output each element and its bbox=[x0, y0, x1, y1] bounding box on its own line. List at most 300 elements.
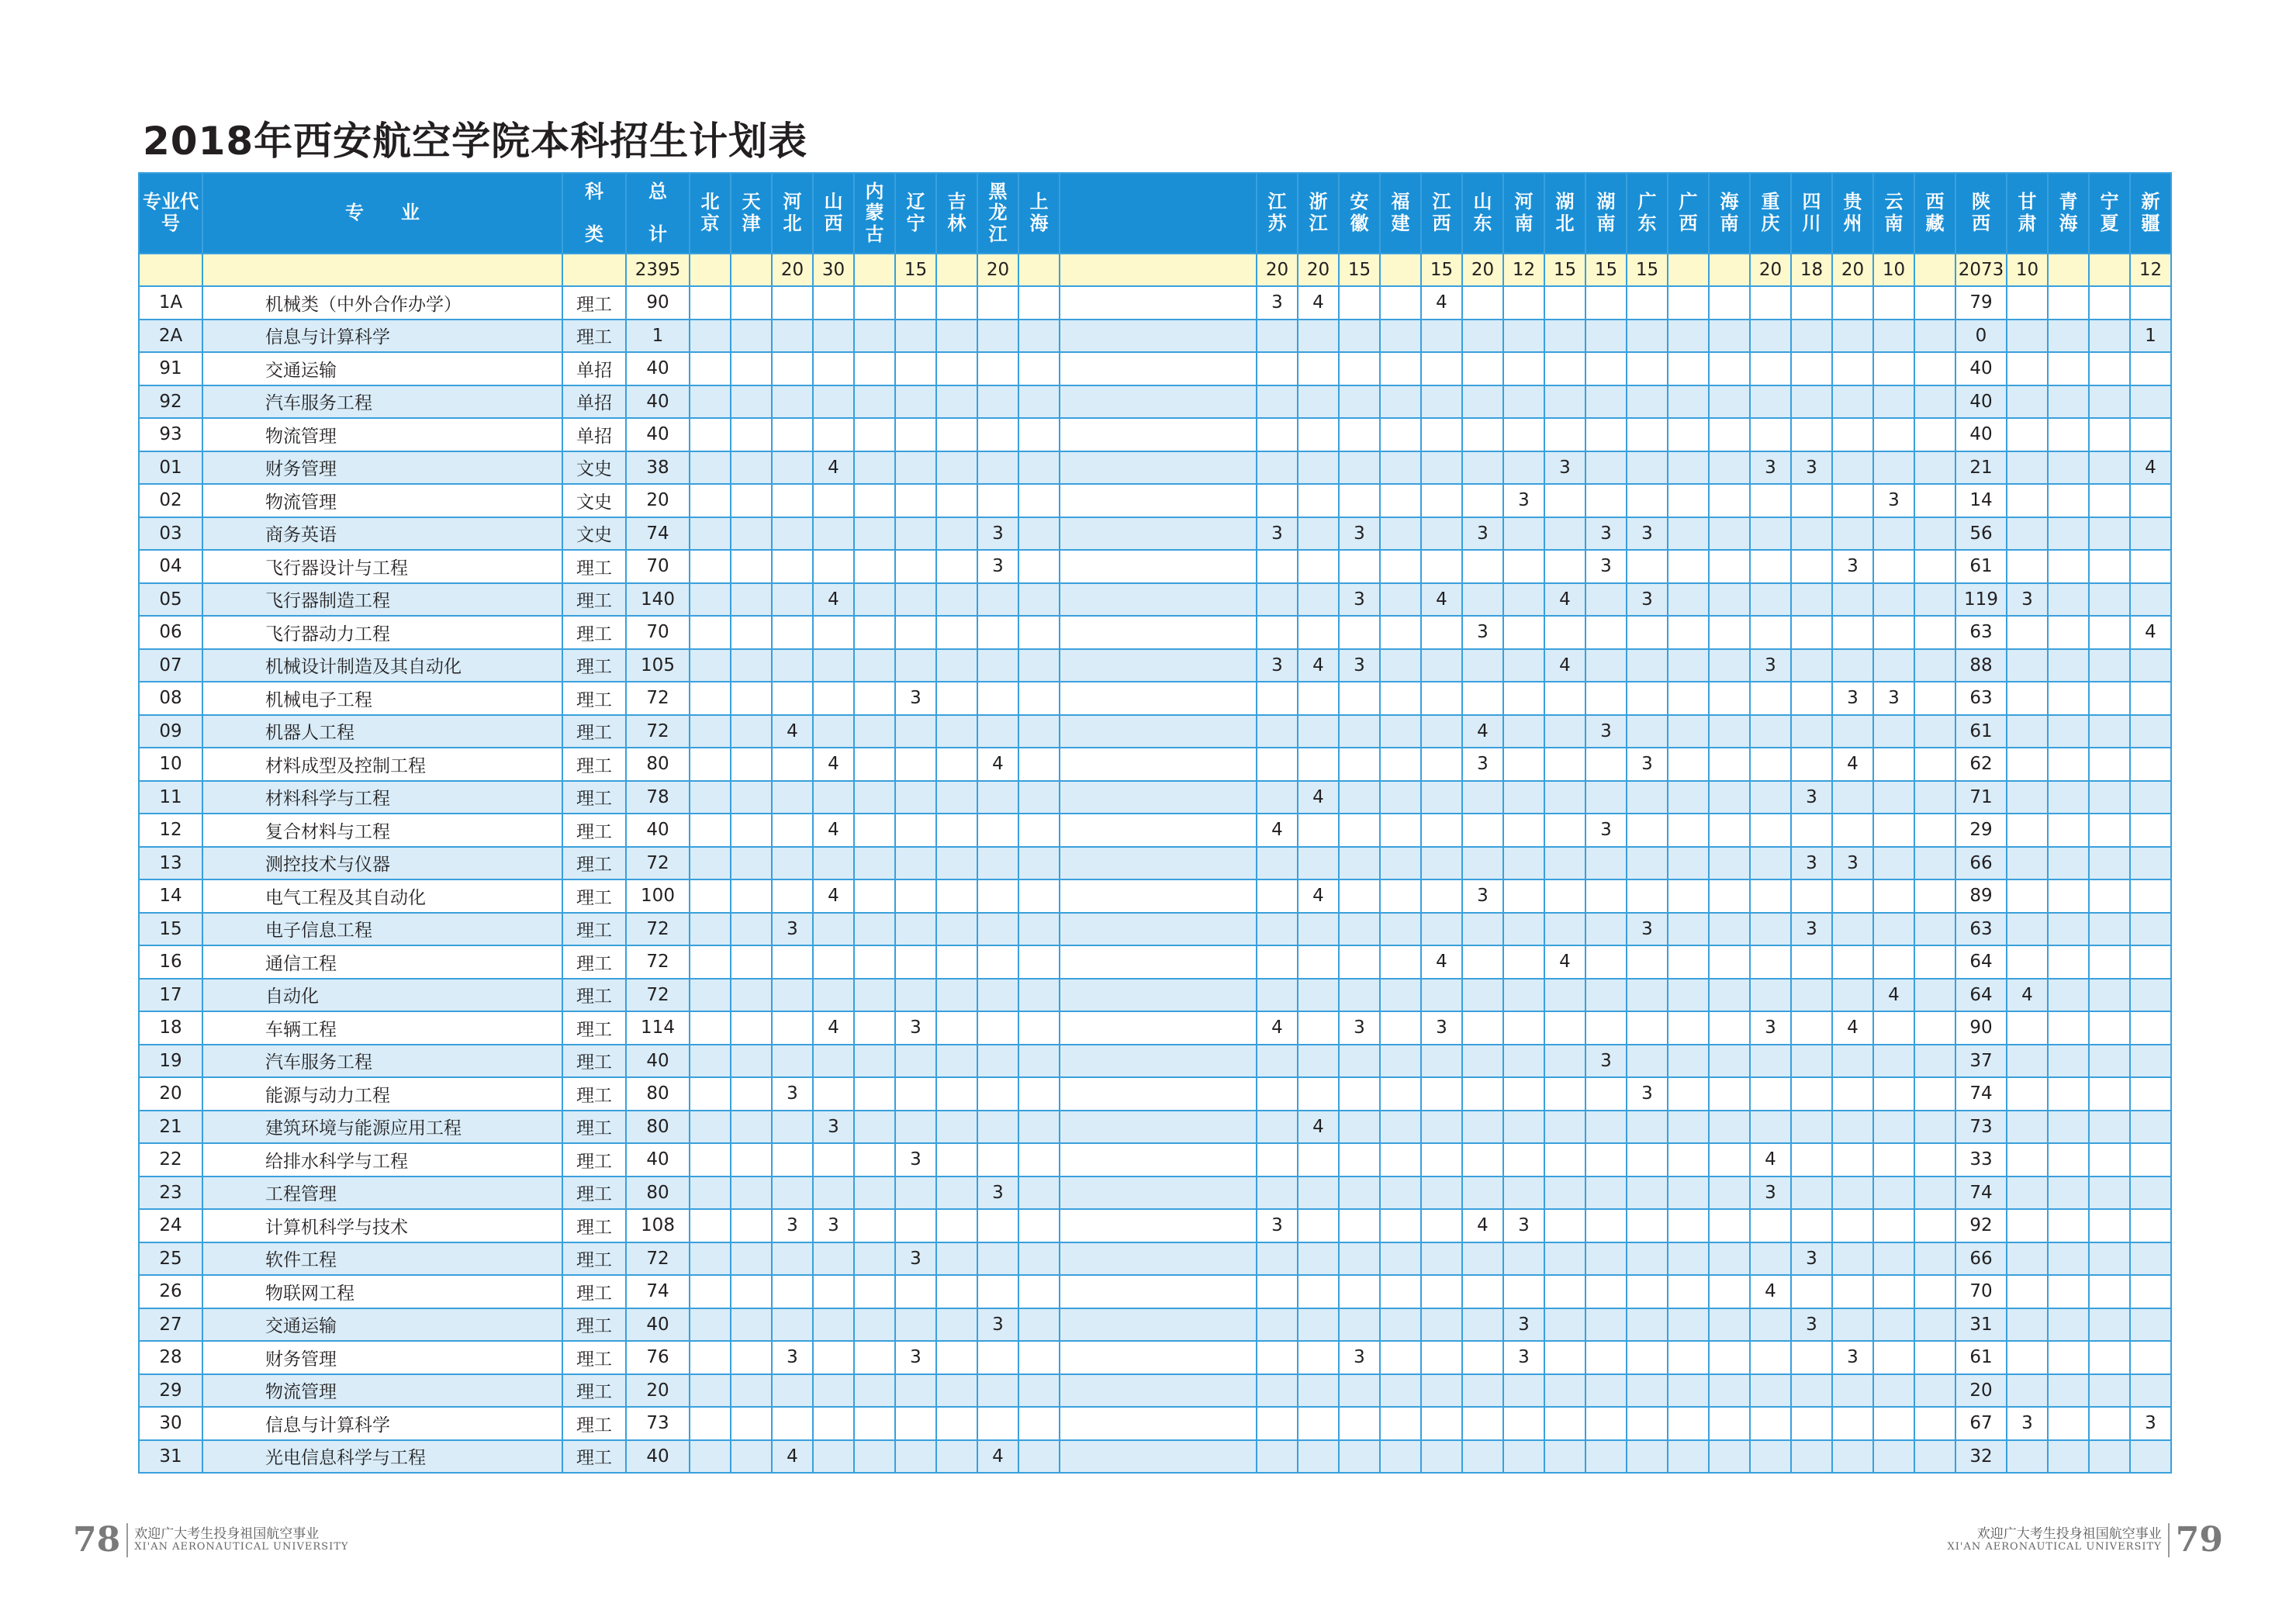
quota-cell bbox=[854, 286, 895, 320]
quota-cell bbox=[1298, 616, 1339, 649]
quota-cell bbox=[2089, 1275, 2130, 1308]
quota-cell bbox=[1544, 1374, 1585, 1408]
quota-cell: 3 bbox=[895, 1341, 936, 1374]
quota-cell bbox=[1380, 616, 1421, 649]
table-row bbox=[139, 1143, 2171, 1177]
quota-cell bbox=[1462, 1341, 1503, 1374]
quota-cell bbox=[1544, 1143, 1585, 1177]
quota-cell: 3 bbox=[1257, 517, 1298, 551]
quota-cell bbox=[690, 1275, 731, 1308]
quota-cell bbox=[772, 616, 813, 649]
quota-cell: 3 bbox=[1791, 1308, 1832, 1342]
quota-cell bbox=[895, 748, 936, 781]
quota-cell bbox=[977, 484, 1018, 517]
major-name: 交通运输 bbox=[202, 1308, 562, 1342]
quota-cell bbox=[731, 1275, 772, 1308]
quota-cell bbox=[1060, 1275, 1257, 1308]
quota-cell bbox=[2089, 1209, 2130, 1242]
quota-cell bbox=[690, 913, 731, 946]
quota-cell bbox=[1544, 286, 1585, 320]
quota-cell bbox=[977, 1143, 1018, 1177]
quota-cell bbox=[1060, 847, 1257, 880]
quota-cell bbox=[1257, 913, 1298, 946]
header-province: 江 苏 bbox=[1257, 173, 1298, 254]
quota-cell bbox=[1791, 484, 1832, 517]
quota-cell bbox=[1914, 649, 1955, 682]
quota-cell bbox=[813, 385, 854, 419]
quota-cell bbox=[1462, 1011, 1503, 1045]
major-name: 飞行器动力工程 bbox=[202, 616, 562, 649]
quota-cell bbox=[2089, 352, 2130, 385]
quota-cell bbox=[2007, 945, 2048, 979]
major-code: 24 bbox=[139, 1209, 202, 1242]
category-cell: 文史 bbox=[562, 517, 626, 551]
quota-cell bbox=[936, 517, 977, 551]
quota-cell: 3 bbox=[1585, 550, 1627, 583]
quota-cell bbox=[1668, 1242, 1709, 1276]
quota-cell bbox=[895, 1177, 936, 1210]
quota-cell bbox=[1832, 1407, 1873, 1440]
quota-cell bbox=[2007, 1275, 2048, 1308]
footer-slogan: 欢迎广大考生投身祖国航空事业 bbox=[134, 1526, 320, 1542]
quota-cell bbox=[2130, 781, 2171, 814]
quota-cell bbox=[1668, 517, 1709, 551]
quota-cell bbox=[1750, 1341, 1791, 1374]
quota-cell bbox=[936, 320, 977, 353]
quota-cell bbox=[1750, 1209, 1791, 1242]
quota-cell bbox=[2007, 517, 2048, 551]
quota-cell bbox=[1421, 1077, 1462, 1111]
totals-cell bbox=[202, 254, 562, 286]
quota-cell bbox=[1709, 385, 1750, 419]
quota-cell bbox=[772, 1374, 813, 1408]
quota-cell bbox=[772, 748, 813, 781]
quota-cell bbox=[2130, 484, 2171, 517]
quota-cell bbox=[1462, 550, 1503, 583]
quota-cell bbox=[813, 484, 854, 517]
quota-cell bbox=[1339, 1143, 1380, 1177]
quota-cell bbox=[2007, 1011, 2048, 1045]
quota-cell: 3 bbox=[1503, 1341, 1544, 1374]
quota-cell bbox=[1421, 1374, 1462, 1408]
quota-cell bbox=[2089, 715, 2130, 748]
quota-cell bbox=[1018, 451, 1060, 485]
quota-cell bbox=[1503, 352, 1544, 385]
quota-cell bbox=[1503, 418, 1544, 451]
quota-cell bbox=[977, 352, 1018, 385]
major-code: 31 bbox=[139, 1440, 202, 1474]
quota-cell bbox=[1544, 1045, 1585, 1078]
table-row bbox=[139, 1374, 2171, 1408]
quota-cell bbox=[1709, 517, 1750, 551]
quota-cell bbox=[1462, 1077, 1503, 1111]
quota-cell bbox=[1914, 1111, 1955, 1144]
quota-cell bbox=[936, 748, 977, 781]
quota-cell bbox=[2089, 1045, 2130, 1078]
quota-cell bbox=[772, 385, 813, 419]
table-row bbox=[139, 1045, 2171, 1078]
quota-cell bbox=[1298, 1308, 1339, 1342]
quota-cell bbox=[1914, 979, 1955, 1012]
table-row bbox=[139, 517, 2171, 551]
quota-cell bbox=[936, 649, 977, 682]
quota-cell: 4 bbox=[1421, 945, 1462, 979]
quota-cell bbox=[2130, 1143, 2171, 1177]
quota-cell bbox=[1018, 879, 1060, 913]
quota-cell bbox=[2007, 1111, 2048, 1144]
quota-cell bbox=[2130, 945, 2171, 979]
quota-cell: 3 bbox=[1339, 583, 1380, 617]
quota-cell: 3 bbox=[1791, 781, 1832, 814]
quota-cell bbox=[977, 1077, 1018, 1111]
quota-cell bbox=[1018, 1374, 1060, 1408]
quota-cell bbox=[1421, 715, 1462, 748]
quota-cell bbox=[1060, 1143, 1257, 1177]
quota-cell bbox=[1421, 451, 1462, 485]
quota-cell bbox=[1791, 1275, 1832, 1308]
quota-cell: 31 bbox=[1955, 1308, 2007, 1342]
quota-cell: 3 bbox=[1339, 649, 1380, 682]
quota-cell bbox=[1709, 1275, 1750, 1308]
quota-cell bbox=[1339, 418, 1380, 451]
quota-cell: 4 bbox=[1750, 1275, 1791, 1308]
quota-cell: 4 bbox=[1421, 286, 1462, 320]
quota-cell bbox=[1544, 748, 1585, 781]
quota-cell bbox=[936, 1045, 977, 1078]
total-cell: 73 bbox=[626, 1407, 690, 1440]
quota-cell bbox=[854, 550, 895, 583]
quota-cell bbox=[1914, 484, 1955, 517]
quota-cell bbox=[1585, 1011, 1627, 1045]
quota-cell bbox=[1298, 748, 1339, 781]
quota-cell: 63 bbox=[1955, 616, 2007, 649]
enrollment-plan-table bbox=[138, 172, 2172, 1474]
quota-cell bbox=[1873, 1341, 1914, 1374]
quota-cell bbox=[1709, 352, 1750, 385]
quota-cell bbox=[1627, 1011, 1668, 1045]
quota-cell bbox=[1627, 879, 1668, 913]
quota-cell bbox=[1914, 517, 1955, 551]
table-row bbox=[139, 286, 2171, 320]
quota-cell bbox=[1421, 1045, 1462, 1078]
quota-cell bbox=[1750, 847, 1791, 880]
quota-cell bbox=[854, 1242, 895, 1276]
category-cell: 单招 bbox=[562, 352, 626, 385]
header-province: 安 徽 bbox=[1339, 173, 1380, 254]
quota-cell bbox=[1750, 1242, 1791, 1276]
quota-cell bbox=[1380, 1374, 1421, 1408]
quota-cell bbox=[1914, 1209, 1955, 1242]
quota-cell bbox=[895, 1275, 936, 1308]
quota-cell bbox=[1503, 286, 1544, 320]
quota-cell bbox=[977, 979, 1018, 1012]
quota-cell bbox=[2130, 847, 2171, 880]
totals-cell: 30 bbox=[813, 254, 854, 286]
quota-cell bbox=[1832, 879, 1873, 913]
quota-cell bbox=[977, 945, 1018, 979]
quota-cell: 4 bbox=[1544, 649, 1585, 682]
quota-cell bbox=[936, 913, 977, 946]
quota-cell bbox=[1018, 484, 1060, 517]
quota-cell bbox=[731, 1077, 772, 1111]
totals-cell: 15 bbox=[895, 254, 936, 286]
quota-cell bbox=[2048, 847, 2089, 880]
quota-cell bbox=[895, 715, 936, 748]
quota-cell bbox=[1018, 1341, 1060, 1374]
quota-cell bbox=[1627, 1341, 1668, 1374]
quota-cell bbox=[1018, 979, 1060, 1012]
quota-cell bbox=[1298, 1177, 1339, 1210]
quota-cell bbox=[1339, 979, 1380, 1012]
quota-cell bbox=[1503, 913, 1544, 946]
quota-cell bbox=[1018, 649, 1060, 682]
quota-cell bbox=[1627, 715, 1668, 748]
quota-cell bbox=[1018, 550, 1060, 583]
quota-cell bbox=[1791, 320, 1832, 353]
quota-cell bbox=[936, 781, 977, 814]
quota-cell: 3 bbox=[1750, 649, 1791, 682]
quota-cell bbox=[2007, 418, 2048, 451]
quota-cell bbox=[1585, 484, 1627, 517]
quota-cell bbox=[1339, 748, 1380, 781]
total-cell: 40 bbox=[626, 352, 690, 385]
quota-cell bbox=[731, 649, 772, 682]
quota-cell bbox=[1257, 715, 1298, 748]
quota-cell bbox=[977, 1045, 1018, 1078]
table-row bbox=[139, 814, 2171, 847]
quota-cell bbox=[1421, 1111, 1462, 1144]
quota-cell bbox=[690, 1242, 731, 1276]
header-province: 宁 夏 bbox=[2089, 173, 2130, 254]
quota-cell bbox=[1627, 1209, 1668, 1242]
quota-cell bbox=[895, 286, 936, 320]
quota-cell bbox=[1339, 1177, 1380, 1210]
quota-cell bbox=[936, 1308, 977, 1342]
quota-cell bbox=[1585, 616, 1627, 649]
quota-cell bbox=[1627, 320, 1668, 353]
total-cell: 40 bbox=[626, 1440, 690, 1474]
quota-cell bbox=[1832, 1177, 1873, 1210]
quota-cell bbox=[1914, 913, 1955, 946]
quota-cell bbox=[2048, 1242, 2089, 1276]
quota-cell: 88 bbox=[1955, 649, 2007, 682]
page-number-left: 78 bbox=[73, 1520, 121, 1560]
quota-cell bbox=[1832, 715, 1873, 748]
header-province: 吉 林 bbox=[936, 173, 977, 254]
quota-cell bbox=[772, 1143, 813, 1177]
quota-cell bbox=[1709, 1177, 1750, 1210]
quota-cell bbox=[731, 1111, 772, 1144]
quota-cell bbox=[1914, 320, 1955, 353]
quota-cell bbox=[690, 814, 731, 847]
quota-cell bbox=[1585, 879, 1627, 913]
quota-cell bbox=[1627, 1407, 1668, 1440]
quota-cell bbox=[895, 649, 936, 682]
quota-cell bbox=[1060, 1374, 1257, 1408]
quota-cell: 4 bbox=[1873, 979, 1914, 1012]
footer-right bbox=[1948, 1520, 2223, 1560]
quota-cell bbox=[936, 945, 977, 979]
category-cell: 理工 bbox=[562, 1077, 626, 1111]
quota-cell bbox=[1585, 385, 1627, 419]
quota-cell bbox=[1380, 748, 1421, 781]
quota-cell bbox=[1503, 320, 1544, 353]
quota-cell: 4 bbox=[1298, 879, 1339, 913]
category-cell: 理工 bbox=[562, 583, 626, 617]
quota-cell bbox=[2130, 385, 2171, 419]
quota-cell bbox=[690, 649, 731, 682]
quota-cell bbox=[2048, 1440, 2089, 1474]
quota-cell bbox=[690, 1077, 731, 1111]
quota-cell bbox=[1421, 385, 1462, 419]
quota-cell bbox=[2048, 1143, 2089, 1177]
quota-cell: 3 bbox=[772, 913, 813, 946]
quota-cell bbox=[854, 517, 895, 551]
quota-cell bbox=[977, 1275, 1018, 1308]
quota-cell bbox=[1462, 1275, 1503, 1308]
quota-cell bbox=[1832, 1045, 1873, 1078]
quota-cell bbox=[1544, 418, 1585, 451]
category-cell: 理工 bbox=[562, 320, 626, 353]
quota-cell bbox=[1060, 583, 1257, 617]
totals-cell bbox=[1709, 254, 1750, 286]
quota-cell bbox=[1832, 1440, 1873, 1474]
major-code: 01 bbox=[139, 451, 202, 485]
totals-cell bbox=[2089, 254, 2130, 286]
quota-cell bbox=[1060, 1077, 1257, 1111]
major-name: 测控技术与仪器 bbox=[202, 847, 562, 880]
quota-cell bbox=[1668, 352, 1709, 385]
quota-cell bbox=[1462, 1374, 1503, 1408]
major-code: 1A bbox=[139, 286, 202, 320]
quota-cell bbox=[2130, 1077, 2171, 1111]
major-name: 物联网工程 bbox=[202, 1275, 562, 1308]
quota-cell bbox=[1709, 649, 1750, 682]
quota-cell bbox=[2130, 286, 2171, 320]
table-row bbox=[139, 979, 2171, 1012]
quota-cell bbox=[1544, 814, 1585, 847]
quota-cell: 4 bbox=[813, 879, 854, 913]
quota-cell: 90 bbox=[1955, 1011, 2007, 1045]
quota-cell bbox=[690, 1209, 731, 1242]
quota-cell bbox=[1914, 352, 1955, 385]
quota-cell bbox=[1462, 1440, 1503, 1474]
major-code: 28 bbox=[139, 1341, 202, 1374]
quota-cell bbox=[895, 517, 936, 551]
quota-cell bbox=[1380, 913, 1421, 946]
quota-cell bbox=[1544, 715, 1585, 748]
quota-cell: 40 bbox=[1955, 352, 2007, 385]
quota-cell bbox=[2089, 1143, 2130, 1177]
quota-cell bbox=[1380, 847, 1421, 880]
quota-cell bbox=[895, 385, 936, 419]
table-row bbox=[139, 352, 2171, 385]
major-name: 材料成型及控制工程 bbox=[202, 748, 562, 781]
quota-cell bbox=[895, 1045, 936, 1078]
category-cell: 单招 bbox=[562, 385, 626, 419]
quota-cell bbox=[1462, 583, 1503, 617]
quota-cell bbox=[1668, 1374, 1709, 1408]
category-cell: 理工 bbox=[562, 1209, 626, 1242]
totals-cell: 20 bbox=[772, 254, 813, 286]
quota-cell bbox=[1668, 1407, 1709, 1440]
table-row bbox=[139, 1077, 2171, 1111]
quota-cell bbox=[895, 583, 936, 617]
major-name: 能源与动力工程 bbox=[202, 1077, 562, 1111]
quota-cell bbox=[895, 979, 936, 1012]
quota-cell bbox=[1668, 945, 1709, 979]
quota-cell bbox=[731, 1011, 772, 1045]
quota-cell bbox=[1668, 1440, 1709, 1474]
table-row bbox=[139, 1407, 2171, 1440]
quota-cell bbox=[1018, 715, 1060, 748]
quota-cell bbox=[1544, 979, 1585, 1012]
quota-cell bbox=[854, 1374, 895, 1408]
quota-cell: 66 bbox=[1955, 847, 2007, 880]
quota-cell bbox=[2089, 913, 2130, 946]
quota-cell bbox=[2048, 418, 2089, 451]
quota-cell bbox=[1585, 1111, 1627, 1144]
quota-cell bbox=[895, 451, 936, 485]
quota-cell bbox=[2007, 913, 2048, 946]
totals-cell: 15 bbox=[1627, 254, 1668, 286]
quota-cell bbox=[1462, 1177, 1503, 1210]
quota-cell bbox=[1585, 1242, 1627, 1276]
quota-cell bbox=[936, 814, 977, 847]
quota-cell bbox=[1585, 1275, 1627, 1308]
quota-cell bbox=[1060, 550, 1257, 583]
quota-cell: 4 bbox=[1421, 583, 1462, 617]
quota-cell bbox=[1339, 1275, 1380, 1308]
quota-cell bbox=[1873, 814, 1914, 847]
quota-cell: 4 bbox=[1298, 1111, 1339, 1144]
quota-cell: 3 bbox=[977, 1308, 1018, 1342]
header-province: 辽 宁 bbox=[895, 173, 936, 254]
quota-cell bbox=[1668, 1308, 1709, 1342]
quota-cell bbox=[1709, 1209, 1750, 1242]
quota-cell bbox=[1709, 847, 1750, 880]
quota-cell bbox=[1914, 1143, 1955, 1177]
quota-cell bbox=[1832, 1308, 1873, 1342]
quota-cell: 3 bbox=[1750, 1177, 1791, 1210]
quota-cell bbox=[1380, 517, 1421, 551]
quota-cell bbox=[1544, 879, 1585, 913]
quota-cell bbox=[2048, 781, 2089, 814]
quota-cell bbox=[1060, 418, 1257, 451]
quota-cell bbox=[1627, 550, 1668, 583]
quota-cell bbox=[1257, 1111, 1298, 1144]
quota-cell: 3 bbox=[1627, 913, 1668, 946]
quota-cell bbox=[2089, 1341, 2130, 1374]
quota-cell: 40 bbox=[1955, 385, 2007, 419]
quota-cell bbox=[1791, 649, 1832, 682]
quota-cell bbox=[1585, 1209, 1627, 1242]
quota-cell bbox=[1380, 781, 1421, 814]
quota-cell bbox=[1668, 484, 1709, 517]
category-cell: 理工 bbox=[562, 1242, 626, 1276]
quota-cell bbox=[1585, 286, 1627, 320]
quota-cell bbox=[1709, 616, 1750, 649]
major-name: 商务英语 bbox=[202, 517, 562, 551]
quota-cell: 33 bbox=[1955, 1143, 2007, 1177]
total-cell: 72 bbox=[626, 1242, 690, 1276]
quota-cell bbox=[1503, 1045, 1544, 1078]
quota-cell bbox=[1627, 352, 1668, 385]
quota-cell bbox=[1791, 517, 1832, 551]
quota-cell bbox=[1060, 451, 1257, 485]
quota-cell bbox=[895, 418, 936, 451]
quota-cell bbox=[895, 1374, 936, 1408]
